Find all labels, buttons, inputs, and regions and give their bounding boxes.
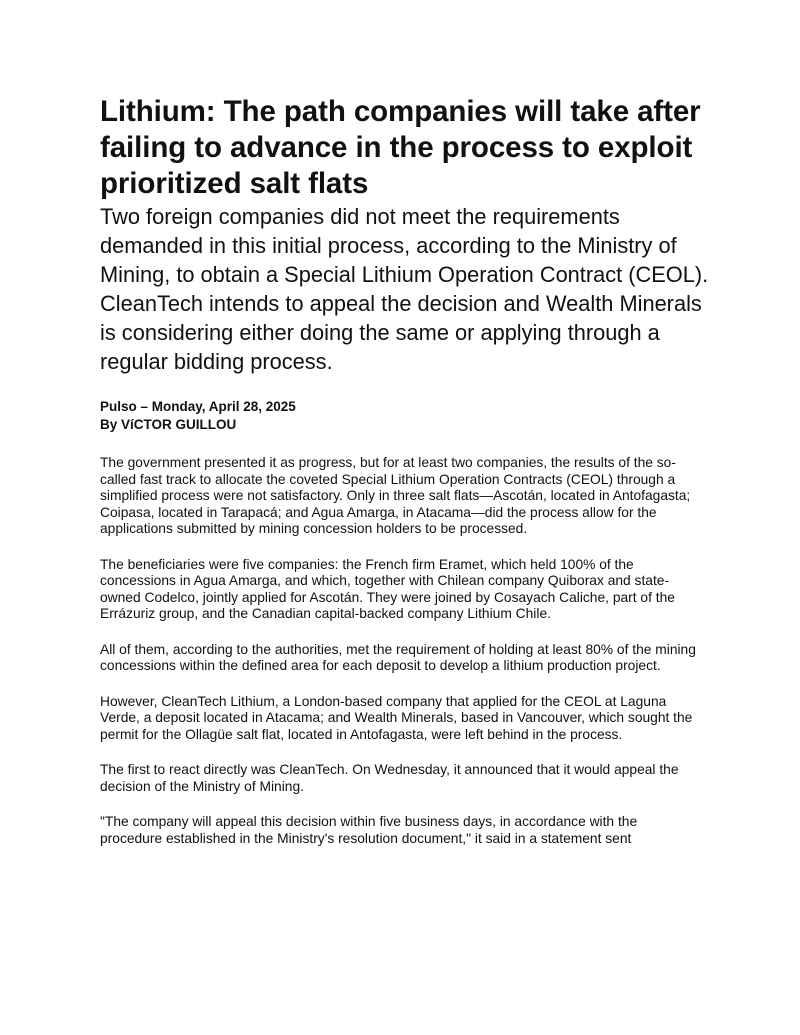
article-body [100,455,710,847]
article [100,94,710,866]
paragraph: The first to react directly was CleanTech. On Wednesday, it announced that it would appeal the decision of the Ministry of Mining. [100,762,679,794]
byline-block [100,398,710,434]
paragraph: The beneficiaries were five companies: the French firm Eramet, which held 100% of the concessions in Agua Amarga, and which, together with Chilean company Quiborax and state-owned Codelco, jointly applied for Ascotán. They were joined by Cosayach Caliche, part of the Errázuriz group, and the Canadian capital-backed company Lithium Chile. [100,556,675,621]
paragraph: However, CleanTech Lithium, a London-based company that applied for the CEOL at Laguna Verde, a deposit located in Atacama; and Wealth Minerals, based in Vancouver, which sought the permit for the Ollagüe salt flat, located in Antofagasta, were left behind in the process. [100,693,693,742]
paragraph: The government presented it as progress, but for at least two companies, the results of the so-called fast track to allocate the coveted Special Lithium Operation Contracts (CEOL) through a simplified process were not satisfactory. Only in three salt flats—Ascotán, located in Antofagasta; Coipasa, located in Tarapacá; and Agua Amarga, in Atacama—did the process allow for the applications submitted by mining concession holders to be processed. [100,455,691,536]
headline: Lithium: The path companies will take after failing to advance in the process to exploit prioritized salt flats [100,95,701,200]
author: By VíCTOR GUILLOU [100,417,237,432]
paragraph: "The company will appeal this decision within five business days, in accordance with the procedure established in the Ministry's resolution document," it said in a statement sent [100,814,638,846]
dateline: Pulso – Monday, April 28, 2025 [100,399,296,414]
paragraph: All of them, according to the authorities, met the requirement of holding at least 80% of the mining concessions within the defined area for each deposit to develop a lithium production project. [100,641,696,673]
subheadline: Two foreign companies did not meet the requirements demanded in this initial process, according to the Ministry of Mining, to obtain a Special Lithium Operation Contract (CEOL). CleanTech intends to appeal the decision and Wealth Minerals is considering either doing the same or applying through a regular bidding process. [100,204,709,374]
